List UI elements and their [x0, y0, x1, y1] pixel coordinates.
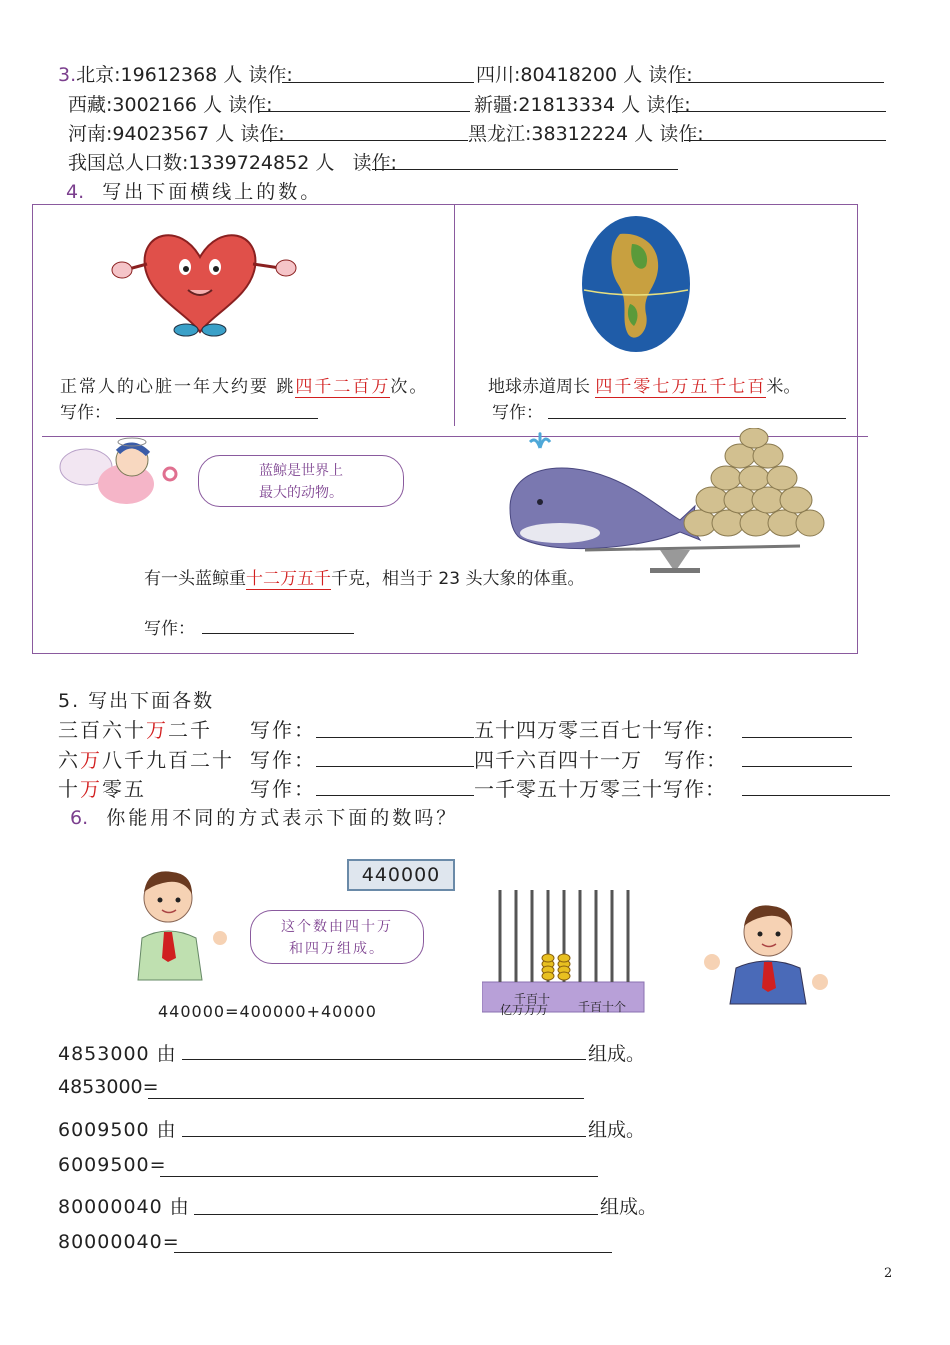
answer-line[interactable] — [684, 140, 886, 141]
answer-line[interactable] — [742, 737, 852, 738]
answer-line[interactable] — [316, 795, 474, 796]
boy-illustration — [128, 862, 228, 982]
earth-sentence: 地球赤道周长 四千零七万五千七百米。 — [488, 377, 801, 397]
answer-line[interactable] — [182, 1059, 586, 1060]
write-label: 写作： — [250, 748, 316, 772]
boy-speech-bubble: 这个数由四十万 和四万组成。 — [250, 910, 424, 964]
earth-number: 四千零七万五千七百 — [595, 377, 767, 397]
q6-line-4: 6009500= — [58, 1154, 167, 1176]
answer-line[interactable] — [182, 1136, 586, 1137]
q3-number: 3. — [58, 64, 77, 86]
page-number: 2 — [884, 1266, 893, 1281]
q6-line-3-end: 组成。 — [588, 1119, 646, 1141]
q6-line-1: 4853000 由 — [58, 1043, 177, 1065]
write-label: 写作： — [250, 718, 316, 742]
write-label: 写作： — [144, 619, 195, 639]
answer-line[interactable] — [282, 82, 474, 83]
answer-line[interactable] — [742, 766, 852, 767]
answer-line[interactable] — [548, 418, 846, 419]
q6-title: 6. 你能用不同的方式表示下面的数吗？ — [70, 807, 459, 829]
answer-line[interactable] — [258, 111, 470, 112]
q3-row-1-right: 四川:80418200 人 读作: — [476, 64, 693, 86]
q4-title: 4. 写出下面横线上的数。 — [66, 181, 323, 203]
q6-line-6: 80000040= — [58, 1231, 180, 1253]
q5-item-2: 六万八千九百二十 — [58, 748, 234, 772]
divider — [454, 205, 455, 426]
answer-line[interactable] — [202, 633, 354, 634]
abacus-label-top: 千百十 — [514, 992, 551, 1006]
write-label: 写作： — [250, 777, 316, 801]
q5-item-6: 一千零五十万零三十写作： — [474, 777, 726, 801]
q5-title: 5. 写出下面各数 — [58, 690, 215, 712]
answer-line[interactable] — [174, 1252, 612, 1253]
write-label: 写作： — [60, 403, 111, 423]
answer-line[interactable] — [742, 795, 890, 796]
answer-line[interactable] — [316, 766, 474, 767]
answer-line[interactable] — [194, 1214, 598, 1215]
q5-item-3: 十万零五 — [58, 777, 146, 801]
answer-line[interactable] — [676, 82, 884, 83]
q5-item-1: 三百六十万二千 — [58, 718, 212, 742]
q3-row-2-right: 新疆:21813334 人 读作: — [474, 94, 691, 116]
heart-sentence: 正常人的心脏一年大约要 跳四千二百万次。 — [60, 377, 429, 397]
write-label: 写作： — [492, 403, 543, 423]
q3-row-1-left: 3.北京:19612368 人 读作: — [58, 64, 293, 86]
q3-row-3-left: 河南:94023567 人 读作: — [68, 123, 285, 145]
answer-line[interactable] — [264, 140, 468, 141]
boy-illustration — [700, 896, 830, 1006]
whale-number: 十二万五千 — [246, 569, 331, 589]
whale-sentence: 有一头蓝鲸重十二万五千千克，相当于 23 头大象的体重。 — [144, 569, 585, 589]
q5-item-4: 五十四万零三百七十写作： — [474, 718, 726, 742]
q3-row-3-right: 黑龙江:38312224 人 读作: — [468, 123, 704, 145]
answer-line[interactable] — [148, 1098, 584, 1099]
q6-line-1-end: 组成。 — [588, 1043, 646, 1065]
answer-line[interactable] — [316, 737, 474, 738]
q6-line-5-end: 组成。 — [600, 1196, 658, 1218]
cherub-illustration — [56, 432, 186, 512]
q5-item-5: 四千六百四十一万 写作： — [474, 748, 728, 772]
number-box: 440000 — [347, 859, 455, 891]
globe-illustration — [580, 214, 692, 354]
abacus-illustration — [482, 886, 646, 1016]
q6-line-3: 6009500 由 — [58, 1119, 177, 1141]
abacus-label-bottom: 亿万万万 — [500, 1003, 549, 1017]
equation: 440000=400000+40000 — [158, 1002, 377, 1021]
q3-row-2-left: 西藏:3002166 人 读作: — [68, 94, 273, 116]
answer-line[interactable] — [160, 1176, 598, 1177]
answer-line[interactable] — [116, 418, 318, 419]
q6-line-2: 4853000= — [58, 1076, 159, 1098]
whale-scale-illustration — [500, 428, 830, 578]
q3-total: 我国总人口数:1339724852 人 读作: — [68, 152, 397, 174]
abacus-label-right: 千百十个 — [578, 1000, 627, 1014]
heart-number: 四千二百万 — [295, 377, 391, 397]
answer-line[interactable] — [372, 169, 678, 170]
q6-line-5: 80000040 由 — [58, 1196, 190, 1218]
answer-line[interactable] — [672, 111, 886, 112]
heart-illustration — [100, 212, 320, 342]
whale-speech-bubble: 蓝鲸是世界上 最大的动物。 — [198, 455, 404, 507]
